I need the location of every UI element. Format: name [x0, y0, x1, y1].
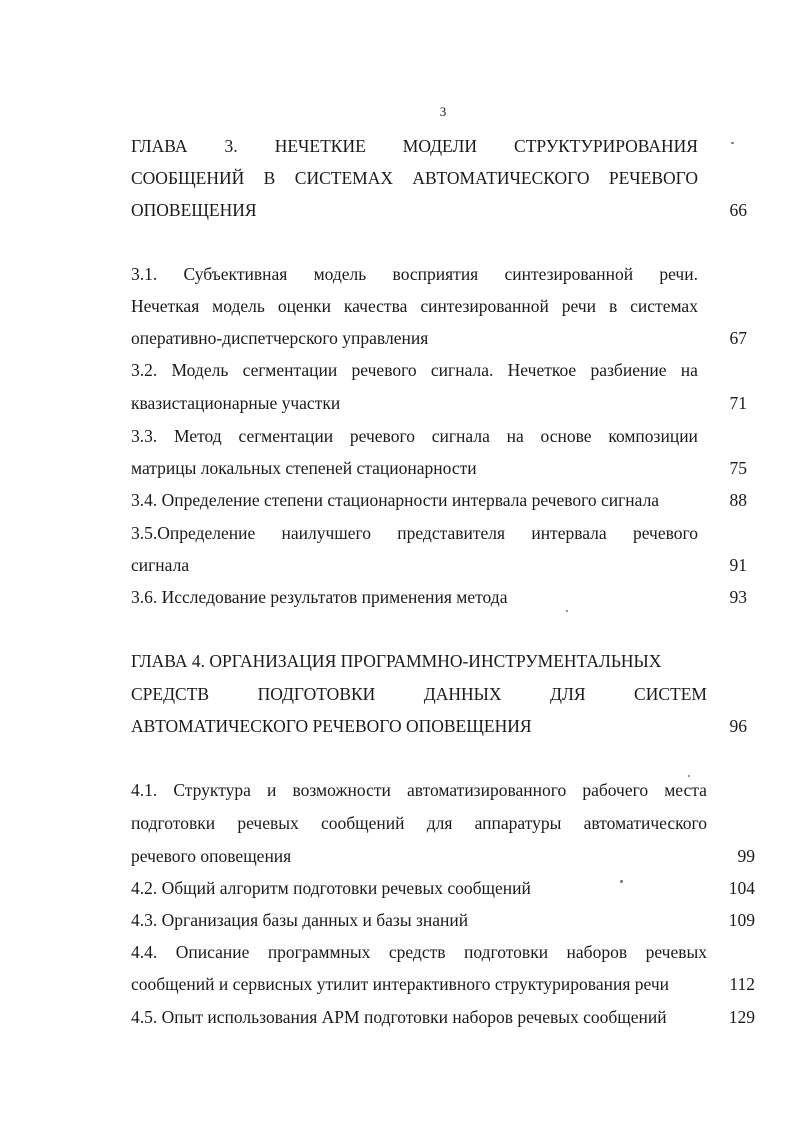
toc-word: речевого [351, 360, 417, 380]
toc-word: рабочего [582, 780, 649, 800]
scan-speck [731, 142, 734, 144]
toc-word: АВТОМАТИЧЕСКОГО РЕЧЕВОГО ОПОВЕЩЕНИЯ [131, 716, 532, 736]
toc-word: Субъективная [183, 264, 288, 284]
toc-word: аппаратуры [474, 813, 562, 833]
toc-word: синтезированной [504, 264, 634, 284]
toc-word: В [263, 168, 276, 188]
toc-word: сегментации [238, 426, 334, 446]
toc-page-number: 96 [729, 716, 747, 736]
toc-word: основе [540, 426, 592, 446]
toc-word: Модель [171, 360, 229, 380]
scan-speck [620, 880, 623, 883]
toc-word: разбиение [590, 360, 667, 380]
toc-word: системах [630, 296, 698, 316]
toc-line [131, 359, 698, 381]
toc-word: 3.1. [131, 264, 158, 284]
toc-word: интервала [531, 523, 607, 543]
toc-line [131, 845, 291, 867]
toc-line [131, 1006, 667, 1028]
toc-word: 4.4. [131, 942, 158, 962]
toc-word: речи. [659, 264, 698, 284]
toc-word: Нечеткая [131, 296, 200, 316]
toc-word: места [664, 780, 707, 800]
toc-line [131, 167, 698, 189]
scan-speck [688, 775, 690, 777]
toc-word: 3.4. Определение степени стационарности интервала речевого сигнала [131, 490, 660, 510]
toc-word: наилучшего [281, 523, 372, 543]
toc-word: для [426, 813, 453, 833]
toc-line [131, 135, 698, 157]
toc-word: сигнала. [430, 360, 494, 380]
toc-line [131, 650, 661, 672]
toc-line [131, 941, 707, 963]
toc-word: ДЛЯ [550, 684, 586, 704]
toc-word: речевого оповещения [131, 846, 292, 866]
toc-word: и [267, 780, 277, 800]
toc-word: СИСТЕМАХ [294, 168, 393, 188]
toc-word: на [506, 426, 524, 446]
toc-page-number: 104 [728, 878, 755, 898]
toc-line [131, 683, 707, 705]
toc-page-number: 129 [728, 1007, 755, 1027]
toc-line [131, 973, 669, 995]
toc-word: 4.1. [131, 780, 158, 800]
toc-word: РЕЧЕВОГО [608, 168, 698, 188]
toc-word: НЕЧЕТКИЕ [274, 136, 366, 156]
toc-word: возможности [292, 780, 391, 800]
toc-line [131, 392, 340, 414]
toc-word: 3.6. Исследование результатов применения метода [131, 587, 508, 607]
toc-word: оценки [277, 296, 331, 316]
toc-word: 3.2. [131, 360, 158, 380]
toc-word: Структура [173, 780, 251, 800]
toc-word: 3. [224, 136, 238, 156]
toc-word: наборов [566, 942, 628, 962]
toc-word: 3.3. [131, 426, 158, 446]
toc-word: Описание [175, 942, 250, 962]
toc-page-number: 67 [729, 328, 747, 348]
toc-word: на [680, 360, 698, 380]
toc-word: 4.5. Опыт использования АРМ подготовки наборов речевых сообщений [131, 1007, 667, 1027]
toc-word: речи [561, 296, 597, 316]
toc-word: квазистационарные участки [131, 393, 341, 413]
toc-word: 3.5.Определение [131, 523, 256, 543]
toc-word: оперативно-диспетчерского управления [131, 328, 429, 348]
toc-word: речевого [349, 426, 415, 446]
toc-page-number: 112 [729, 974, 755, 994]
page-number: 3 [439, 104, 447, 119]
toc-line [131, 489, 659, 511]
toc-word: речевых [237, 813, 299, 833]
toc-word: ОПОВЕЩЕНИЯ [131, 200, 257, 220]
toc-word: композиции [608, 426, 698, 446]
toc-line [131, 425, 698, 447]
toc-page-number: 75 [729, 458, 747, 478]
toc-line [131, 295, 698, 317]
toc-word: подготовки [131, 813, 216, 833]
toc-word: речевых [645, 942, 707, 962]
toc-word: качества [343, 296, 408, 316]
toc-line [131, 263, 698, 285]
toc-word: АВТОМАТИЧЕСКОГО [412, 168, 590, 188]
toc-line [131, 715, 532, 737]
toc-line [131, 812, 707, 834]
toc-line [131, 586, 507, 608]
toc-word: представителя [397, 523, 506, 543]
toc-word: 4.3. Организация базы данных и базы знаний [131, 910, 469, 930]
toc-word: Метод [174, 426, 222, 446]
toc-line [131, 199, 257, 221]
toc-word: средств [388, 942, 446, 962]
toc-page-number: 91 [729, 555, 747, 575]
toc-word: автоматизированного [406, 780, 567, 800]
toc-word: в [608, 296, 618, 316]
toc-page-number: 71 [729, 393, 747, 413]
toc-word: синтезированной [420, 296, 549, 316]
toc-page-number: 93 [729, 587, 747, 607]
toc-page-number: 99 [737, 846, 755, 866]
scan-speck [566, 610, 568, 612]
toc-word: сигнала [131, 555, 190, 575]
toc-word: ПОДГОТОВКИ [257, 684, 376, 704]
toc-word: сегментации [242, 360, 338, 380]
toc-word: подготовки [463, 942, 549, 962]
toc-line [131, 554, 189, 576]
toc-line [131, 522, 698, 544]
toc-word: матрицы локальных степеней стационарности [131, 458, 477, 478]
toc-line [131, 457, 477, 479]
toc-page-number: 88 [729, 490, 747, 510]
toc-line [131, 327, 428, 349]
toc-word: Нечеткое [507, 360, 577, 380]
toc-word: речевого [632, 523, 698, 543]
toc-page-number: 66 [729, 200, 747, 220]
toc-line [131, 779, 707, 801]
toc-word: СИСТЕМ [634, 684, 707, 704]
toc-word: сообщений [320, 813, 405, 833]
toc-word: ГЛАВА [131, 136, 188, 156]
toc-word: модель [212, 296, 265, 316]
toc-word: СТРУКТУРИРОВАНИЯ [514, 136, 698, 156]
toc-line [131, 909, 468, 931]
toc-word: программных [267, 942, 371, 962]
toc-word: модель [313, 264, 367, 284]
toc-word: ГЛАВА 4. ОРГАНИЗАЦИЯ ПРОГРАММНО-ИНСТРУМЕНТАЛЬНЫХ [131, 651, 662, 671]
toc-word: СРЕДСТВ [131, 684, 210, 704]
toc-word: МОДЕЛИ [402, 136, 478, 156]
toc-word: 4.2. Общий алгоритм подготовки речевых сообщений [131, 878, 531, 898]
toc-word: ДАННЫХ [423, 684, 502, 704]
toc-line [131, 877, 531, 899]
toc-page-number: 109 [728, 910, 755, 930]
toc-word: автоматического [583, 813, 707, 833]
toc-word: сообщений и сервисных утилит интерактивного структурирования речи [131, 974, 669, 994]
toc-word: СООБЩЕНИЙ [131, 168, 245, 188]
toc-word: восприятия [392, 264, 479, 284]
toc-word: сигнала [431, 426, 490, 446]
